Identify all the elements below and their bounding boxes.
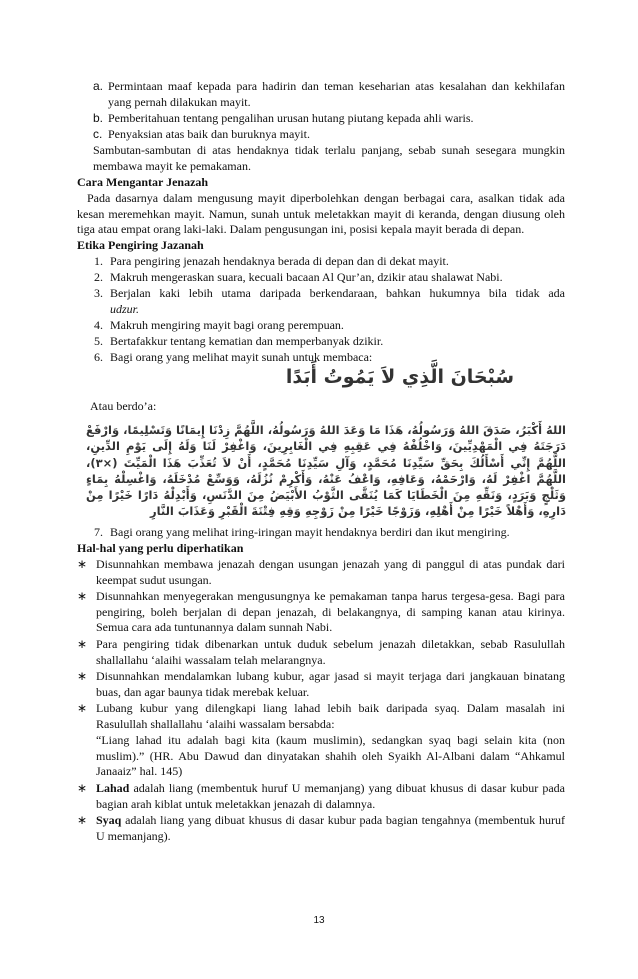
list-item-text: Para pengiring tidak dibenarkan untuk duduk sebelum jenazah diletakkan, sebab Rasulullah shallallahu ‘alaihi wassalam telah melarangnya. (96, 637, 565, 667)
list-item-text-tail: udzur. (110, 302, 140, 316)
list-item-text: Disunnahkan membawa jenazah dengan usungan jenazah yang di panggul di atas pundak dari keempat sudut usungan. (96, 557, 565, 587)
list-item-text (96, 813, 565, 844)
hadith-quote: “Liang lahad itu adalah bagi kita (kaum muslimin), sedangkan syaq bagi selain kita (non muslim).” (HR. Abu Dawud dan dinyatakan shahih oleh Syaikh Al-Albani dalam “Ahkamul Janaaiz” hal. 145) (96, 733, 565, 778)
atau-label: Atau berdo’a: (90, 399, 157, 413)
arabic-dzikir: سُبْحَانَ الَّذِي لاَ يَمُوتُ أَبَدًا (285, 366, 515, 388)
list-item-text: Bagi orang yang melihat mayit sunah untuk membaca: (110, 350, 373, 364)
arabic-doa: اللهُ أَكْبَرُ، صَدَقَ اللهُ وَرَسُولُهُ، هَذَا مَا وَعَدَ اللهُ وَرَسُولُهُ، اللَّهُمَّ زِدْنَا إِيمَانًا وَتَسْلِيمًا، وَارْفَعْ دَرَجَتَهُ فِي الْمَهْدِيِّينَ، وَاخْلُفْهُ فِي عَقِبِهِ فِي الْغَابِرِينَ، وَاغْفِرْ لَنَا وَلَهُ إِلَى يَوْمِ الدِّينِ، اللَّهُمَّ إِنِّي أَسْأَلُكَ بِحَقِّ سَيِّدِنَا مُحَمَّدٍ، وَآلِ سَيِّدِنَا مُحَمَّدٍ، أَنْ لاَ تُعَذِّبَ هَذَا الْمَيِّتَ (×٣)، اللَّهُمَّ اغْفِرْ لَهُ، وَارْحَمْهُ، وَعَافِهِ، وَاعْفُ عَنْهُ، وَأَكْرِمْ نُزُلَهُ، وَوَسِّعْ مُدْخَلَهُ، وَاغْسِلْهُ بِمَاءٍ وَثَلْجٍ وَبَرَدٍ، وَنَقِّهِ مِنَ الْخَطَايَا كَمَا يُنَقَّى الثَّوْبُ الأَبْيَضُ مِنَ الدَّنَسِ، وَأَبْدِلْهُ دَارًا خَيْرًا مِنْ دَارِهِ، وَأَهْلاً خَيْرًا مِنْ أَهْلِهِ، وَزَوْجًا خَيْرًا مِنْ زَوْجِهِ وَقِهِ فِتْنَةَ الْقَبْرِ وَعَذَابَ النَّارِ (86, 423, 566, 519)
bullet: ∗ (77, 589, 88, 603)
list-marker: 1. (94, 254, 103, 268)
list-marker: a. (93, 79, 104, 93)
bullet: ∗ (77, 637, 88, 651)
list-item-text: Penyaksian atas baik dan buruknya mayit. (108, 127, 310, 141)
paragraph-cara: Pada dasarnya dalam mengusung mayit diperbolehkan dengan berbagai cara, asalkan tidak ada kesan meremehkan mayit. Namun, sunah untuk meletakkan mayit di keranda, dengan diusung oleh tiga atau empat orang laki-laki. Dalam pengusungan ini, posisi kepala mayit berada di depan. (77, 191, 565, 236)
page-number: 13 (313, 915, 325, 926)
term-syaq: Syaq (96, 813, 122, 827)
list-item-text: Makruh mengiring mayit bagi orang perempuan. (110, 318, 344, 332)
list-marker: b. (93, 111, 104, 125)
definition-syaq: adalah liang yang dibuat khusus di dasar kubur pada bagian tengahnya (membentuk huruf U memanjang). (96, 813, 565, 843)
bullet: ∗ (77, 701, 88, 715)
list-item-text: Bagi orang yang melihat iring-iringan mayit hendaknya berdiri dan ikut mengiring. (110, 525, 510, 539)
section-heading-cara: Cara Mengantar Jenazah (77, 175, 209, 189)
list-item-text: Lubang kubur yang dilengkapi liang lahad lebih baik daripada syaq. Dalam masalah ini Rasulullah shallallahu ‘alaihi wassalam bersabda: (96, 701, 565, 731)
list-marker: 2. (94, 270, 103, 284)
list-item-text: Makruh mengeraskan suara, kecuali bacaan Al Qur’an, dzikir atau shalawat Nabi. (110, 270, 503, 284)
bullet: ∗ (77, 781, 88, 795)
list-marker: 3. (94, 286, 103, 300)
section-heading-etika: Etika Pengiring Jazanah (77, 238, 204, 252)
bullet: ∗ (77, 813, 88, 827)
bullet: ∗ (77, 669, 88, 683)
section-heading-hal: Hal-hal yang perlu diperhatikan (77, 541, 244, 555)
sambutan-note: Sambutan-sambutan di atas hendaknya tidak terlalu panjang, sebab sunah sesegara mungkin membawa mayit ke pemakaman. (93, 143, 565, 173)
list-marker: 4. (94, 318, 103, 332)
list-item-text: Permintaan maaf kepada para hadirin dan teman keseharian atas kesalahan dan kekhilafan yang pernah dilakukan mayit. (108, 79, 565, 109)
list-marker: 6. (94, 350, 103, 364)
list-item-text: Disunnahkan menyegerakan mengusungnya ke pemakaman tanpa harus tergesa-gesa. Bagi para pengiring, boleh berjalan di depan jenazah, di belakangnya, di samping kanan atau kirinya. Semua cara ada tuntunannya dalam sunnah Nabi. (96, 589, 565, 634)
list-marker: 5. (94, 334, 103, 348)
list-item-text (96, 781, 565, 812)
bullet: ∗ (77, 557, 88, 571)
term-lahad: Lahad (96, 781, 130, 795)
list-marker: 7. (94, 525, 103, 539)
definition-lahad: adalah liang (membentuk huruf U memanjang) yang dibuat khusus di dasar kubur pada bagian arah kiblat untuk meletakkan jenazah di dalamnya. (96, 781, 566, 811)
list-item-text: Disunnahkan mendalamkan lubang kubur, agar jasad si mayit terjaga dari jangkauan binatang buas, dan agar baunya tidak merebak keluar. (96, 669, 565, 699)
list-item-text: Pemberitahuan tentang pengalihan urusan hutang piutang kepada ahli waris. (108, 111, 474, 125)
list-marker: c. (93, 127, 103, 141)
list-item-text: Berjalan kaki lebih utama daripada berkendaraan, bahkan hukumnya bila tidak ada (110, 286, 565, 300)
list-item-text: Para pengiring jenazah hendaknya berada di depan dan di dekat mayit. (110, 254, 449, 268)
list-item-text: Bertafakkur tentang kematian dan memperbanyak dzikir. (110, 334, 384, 348)
